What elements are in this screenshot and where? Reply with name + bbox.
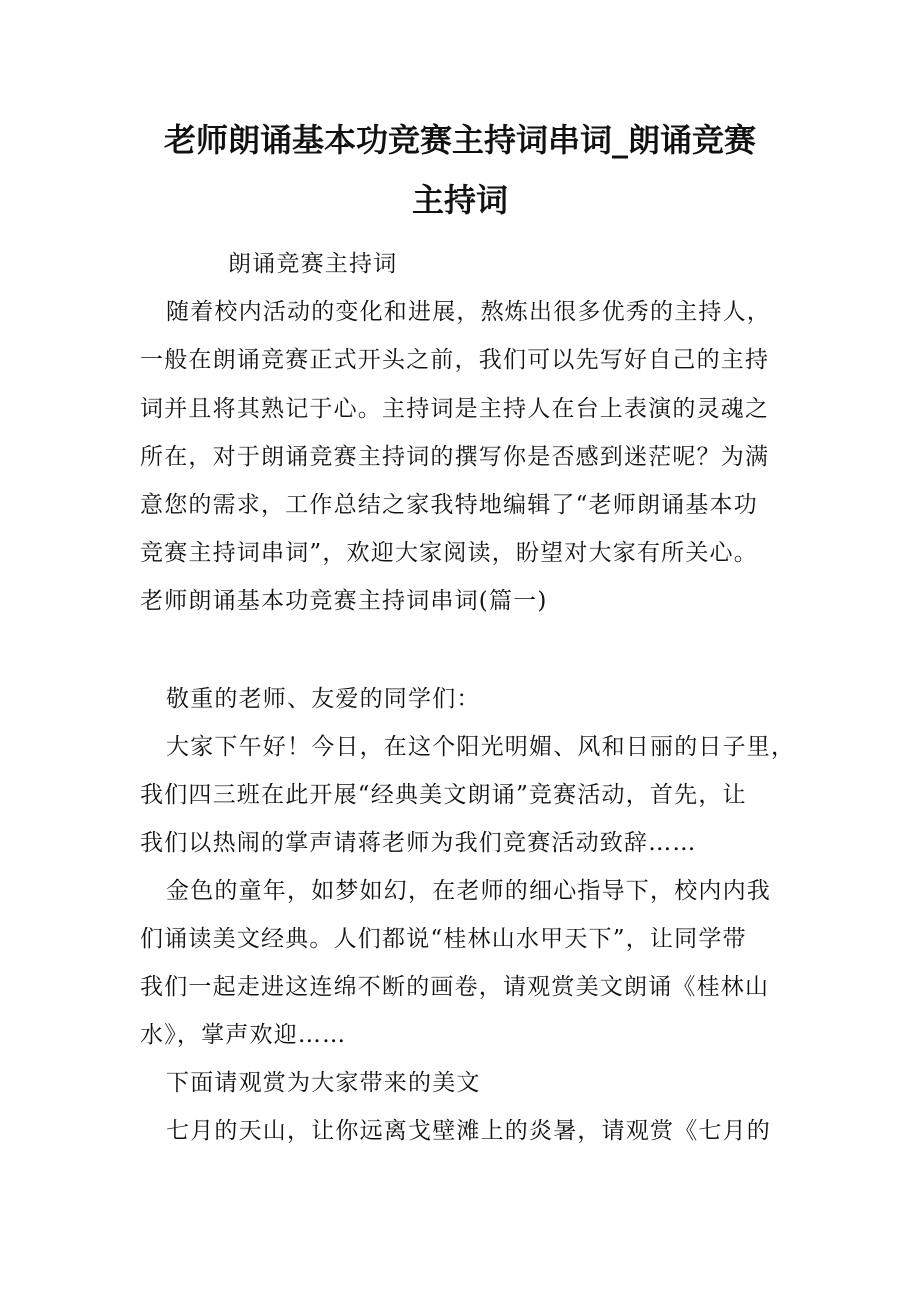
body-line: 下面请观赏为大家带来的美文 — [166, 1070, 481, 1096]
body-line: 我们以热闹的掌声请蒋老师为我们竞赛活动致辞…… — [140, 830, 697, 856]
body-line: 们诵读美文经典。人们都说“桂林山水甲天下”，让同学带 — [140, 926, 747, 952]
document-title-line-2: 主持词 — [411, 181, 508, 219]
body-line: 词并且将其熟记于心。主持词是主持人在台上表演的灵魂之 — [140, 396, 770, 422]
subtitle-line: 朗诵竞赛主持词 — [228, 251, 398, 277]
body-line: 七月的天山，让你远离戈壁滩上的炎暑，请观赏《七月的 — [166, 1118, 771, 1144]
body-line: 一般在朗诵竞赛正式开头之前，我们可以先写好自己的主持 — [140, 347, 770, 373]
document-title-line-1: 老师朗诵基本功竞赛主持词串词_朗诵竞赛 — [163, 121, 756, 159]
body-line: 水》，掌声欢迎…… — [140, 1022, 347, 1048]
body-line: 意您的需求，工作总结之家我特地编辑了“老师朗诵基本功 — [140, 492, 758, 518]
body-line: 竞赛主持词串词”，欢迎大家阅读，盼望对大家有所关心。 — [140, 540, 758, 566]
body-line: 我们一起走进这连绵不断的画卷，请观赏美文朗诵《桂林山 — [140, 974, 770, 1000]
body-line: 所在，对于朗诵竞赛主持词的撰写你是否感到迷茫呢？为满 — [140, 444, 770, 470]
body-line: 大家下午好！今日，在这个阳光明媚、风和日丽的日子里， — [166, 734, 796, 760]
body-line: 随着校内活动的变化和进展，熬炼出很多优秀的主持人， — [166, 299, 771, 325]
body-line: 我们四三班在此开展“经典美文朗诵”竞赛活动，首先，让 — [140, 782, 747, 808]
body-line: 金色的童年，如梦如幻，在老师的细心指导下，校内内我 — [166, 878, 771, 904]
section-heading: 老师朗诵基本功竞赛主持词串词(篇一) — [140, 588, 548, 614]
body-line: 敬重的老师、友爱的同学们： — [166, 686, 481, 712]
